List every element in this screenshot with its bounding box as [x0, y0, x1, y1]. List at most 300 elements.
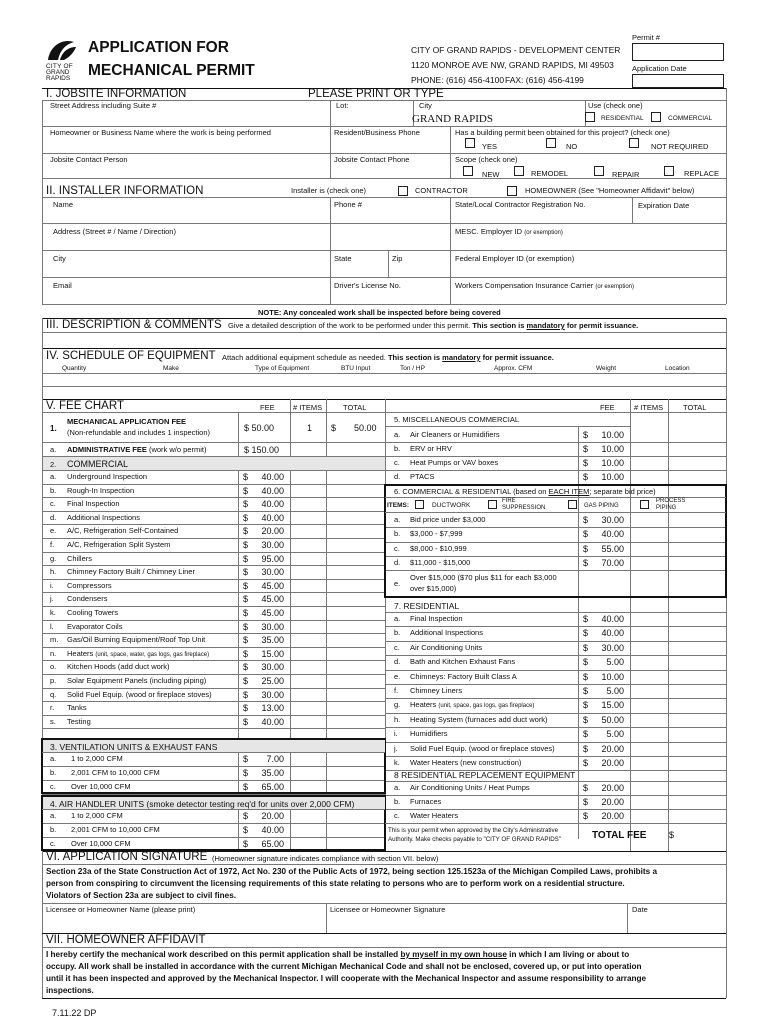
expiration-label: Expiration Date — [638, 201, 690, 210]
commercial-row-4-items-field[interactable] — [300, 525, 330, 537]
misc-row-1-items-field[interactable] — [640, 443, 670, 455]
installer-state-field[interactable] — [334, 264, 384, 276]
commercial-row-16-label — [67, 691, 212, 699]
misc-row-0-dollar: $ — [583, 430, 589, 440]
permit-not-required-checkbox[interactable] — [629, 138, 639, 148]
res-row-5-letter: f. — [394, 686, 399, 695]
application-date-field[interactable] — [632, 74, 724, 88]
schedule-row-1[interactable] — [46, 374, 722, 385]
installer-name-field[interactable] — [46, 210, 326, 222]
cr-row-3-text: $11,000 - $15,000 — [410, 557, 471, 567]
air-row-1-letter: b. — [50, 825, 57, 834]
commercial-row-11-items-field[interactable] — [300, 621, 330, 633]
air-row-2-text: Over 10,000 CFM — [71, 839, 131, 848]
scope-replace-label: REPLACE — [684, 169, 720, 178]
scope-remodel-checkbox[interactable] — [514, 166, 524, 176]
permit-yes-label: YES — [482, 142, 498, 151]
res-row-3-dollar: $ — [583, 657, 589, 668]
items-label: ITEMS: — [387, 502, 410, 509]
installer-state-label: State — [334, 254, 352, 263]
total-fee-label: TOTAL FEE — [592, 830, 647, 841]
cr-row-1-letter: b. — [394, 529, 401, 539]
repl-row-2-letter: c. — [394, 811, 400, 820]
vent-row-0-dollar: $ — [243, 754, 249, 764]
misc-row-2-dollar: $ — [583, 458, 589, 468]
commercial-row-2-label — [67, 500, 120, 508]
commercial-row-18-items-field[interactable] — [300, 716, 330, 728]
commercial-row-14-fee: 30.00 — [261, 662, 284, 673]
commercial-row-10-items-field[interactable] — [300, 607, 330, 619]
misc-row-2-fee: 10.00 — [601, 458, 624, 468]
license-field[interactable] — [334, 291, 446, 303]
fed-label: Federal Employer ID — [455, 254, 524, 263]
commercial-row-14-text: Kitchen Hoods (add duct work) — [67, 662, 170, 672]
res-row-8-dollar: $ — [583, 729, 589, 740]
cr-row-2-dollar: $ — [583, 543, 589, 554]
commercial-row-9-letter: j. — [50, 594, 54, 604]
installer-zip-field[interactable] — [392, 264, 446, 276]
res-row-6-text: Heaters — [410, 700, 437, 710]
affidavit-line-2: occupy. All work shall be installed in accordance with the current Michigan Mechanical Code and shall not be enclosed, covered up, or put into operation — [46, 962, 642, 971]
expiration-field[interactable] — [636, 211, 722, 222]
cr-row-3-letter: d. — [394, 557, 401, 567]
commercial-row-9-dollar: $ — [243, 594, 249, 605]
fed-field[interactable] — [454, 264, 722, 276]
logo-text-2: GRAND — [46, 69, 70, 76]
fee-header-total-right: TOTAL — [683, 403, 707, 412]
repl-row-2-items-field[interactable] — [640, 810, 670, 822]
commercial-row-10-fee: 45.00 — [261, 608, 284, 618]
commercial-row-0-items-field[interactable] — [300, 471, 330, 483]
fee-admin-sub: (work w/o permit) — [148, 445, 207, 454]
contact-person-field[interactable] — [46, 165, 326, 177]
owner-label: Homeowner or Business Name where the work is being performed — [50, 128, 271, 137]
air-row-2-letter: c. — [50, 839, 56, 848]
cr-row-1-fee: 40.00 — [601, 529, 624, 540]
vent-row-2-letter: c. — [50, 782, 56, 791]
installer-name-label: Name — [53, 200, 74, 209]
res-row-3-items-field[interactable] — [640, 656, 670, 668]
permit-no-checkbox[interactable] — [546, 138, 556, 148]
res-row-2-text: Air Conditioning Units — [410, 642, 483, 652]
residential-label: RESIDENTIAL — [601, 115, 644, 122]
commercial-row-4-letter: e. — [50, 526, 57, 536]
wc-field[interactable] — [454, 291, 722, 303]
signature-sub: (Homeowner signature indicates compliance with section VII. below) — [212, 854, 439, 863]
res-row-6-fee: 15.00 — [601, 700, 624, 711]
commercial-row-9-label — [67, 595, 107, 603]
commercial-row-15-fee: 25.00 — [261, 676, 284, 686]
vent-row-1-dollar: $ — [243, 768, 249, 778]
res-row-2-dollar: $ — [583, 642, 589, 653]
fee-title: V. FEE CHART — [46, 400, 124, 412]
scope-replace-checkbox[interactable] — [664, 166, 674, 176]
res-row-9-dollar: $ — [583, 743, 589, 754]
city-value: GRAND RAPIDS — [412, 113, 493, 125]
installer-city-field[interactable] — [46, 264, 326, 276]
res-row-1-letter: b. — [394, 628, 401, 638]
commercial-row-2-dollar: $ — [243, 499, 249, 510]
res-row-8-items-field[interactable] — [640, 728, 670, 740]
commercial-row-9-text: Condensers — [67, 594, 108, 604]
residential-checkbox[interactable] — [585, 112, 595, 122]
jobsite-title: I. JOBSITE INFORMATION — [46, 88, 187, 100]
commercial-row-11-label — [67, 623, 122, 631]
license-label: Driver's License No. — [334, 281, 401, 290]
commercial-row-3-letter: d. — [50, 512, 57, 522]
fee-header-fee-right: FEE — [600, 403, 615, 412]
repl-row-0-label — [410, 784, 530, 792]
commercial-row-13-items-field[interactable] — [300, 648, 330, 660]
repl-row-2-fee: 20.00 — [601, 811, 624, 821]
commercial-row-8-label — [67, 582, 112, 590]
fee-header-total: TOTAL — [343, 403, 367, 412]
commercial-row-6-text: Chillers — [67, 553, 93, 563]
res-row-1-label — [410, 629, 483, 637]
fire-checkbox[interactable] — [488, 500, 497, 509]
installer-address-label: Address (Street # / Name / Direction) — [53, 227, 176, 236]
vent-row-0-text: 1 to 2,000 CFM — [71, 754, 123, 763]
gas-checkbox[interactable] — [568, 500, 577, 509]
vent-row-1-letter: b. — [50, 768, 57, 777]
appdate-label: Application Date — [632, 64, 687, 73]
commercial-row-8-letter: i. — [50, 580, 54, 590]
cr-row-2-letter: c. — [394, 543, 400, 553]
res-row-10-letter: k. — [394, 758, 400, 767]
schedule-col-btu: BTU Input — [341, 365, 371, 372]
lot-field[interactable] — [334, 111, 409, 124]
resident-phone-field[interactable] — [334, 138, 446, 151]
commercial-row-0-letter: a. — [50, 472, 57, 481]
commercial-row-11-dollar: $ — [243, 621, 249, 632]
fee-cr-e-letter: e. — [394, 579, 401, 588]
commercial-row-15-items-field[interactable] — [300, 675, 330, 687]
street-address-field[interactable] — [46, 111, 326, 124]
res-row-8-letter: i. — [394, 729, 398, 739]
res-row-0-text: Final Inspection — [410, 614, 463, 623]
fee-app-total-sign: $ — [331, 423, 337, 433]
notice-line-2: Authority. Make checks payable to "CITY OF GRAND RAPIDS" — [388, 836, 562, 843]
commercial-row-0-label — [67, 473, 147, 481]
repl-row-1-items-field[interactable] — [640, 796, 670, 808]
email-field[interactable] — [46, 291, 326, 303]
commercial-row-9-items-field[interactable] — [300, 593, 330, 605]
res-row-9-items-field[interactable] — [640, 743, 670, 755]
commercial-row-11-fee: 30.00 — [261, 621, 284, 632]
affidavit-l1-u: by myself in my own house — [400, 950, 507, 959]
ductwork-checkbox[interactable] — [415, 500, 424, 509]
res-row-4-label — [410, 673, 517, 681]
res-row-10-text: Water Heaters (new construction) — [410, 758, 522, 767]
commercial-row-7-text: Chimney Factory Built / Chimney Liner — [67, 567, 195, 577]
res-row-7-text: Heating System (furnaces add duct work) — [410, 714, 548, 724]
mesc-field[interactable] — [454, 237, 722, 249]
misc-row-0-letter: a. — [394, 430, 401, 439]
commercial-row-15-label — [67, 677, 206, 685]
contractor-label: CONTRACTOR — [415, 186, 468, 195]
process-checkbox[interactable] — [640, 500, 649, 509]
fee-cr-e-1: Over $15,000 ($70 plus $11 for each $3,000 — [410, 573, 557, 582]
schedule-row-2[interactable] — [46, 387, 722, 398]
res-row-5-fee: 5.00 — [606, 686, 624, 696]
footer-version: 7.11.22 DP — [52, 1008, 97, 1018]
misc-row-3-letter: d. — [394, 472, 401, 481]
description-mandatory-pre: This section is — [472, 321, 527, 330]
misc-row-1-label — [410, 445, 452, 453]
vent-row-0-letter: a. — [50, 754, 57, 763]
res-row-2-label — [410, 644, 482, 652]
res-row-5-items-field[interactable] — [640, 685, 670, 697]
total-fee-dollar: $ — [669, 830, 675, 840]
commercial-row-8-text: Compressors — [67, 580, 112, 590]
misc-row-0-fee: 10.00 — [601, 430, 624, 440]
cr-row-0-dollar: $ — [583, 515, 589, 525]
repl-row-1-label — [410, 798, 441, 806]
res-row-7-letter: h. — [394, 714, 401, 724]
permit-label: Permit # — [632, 33, 660, 42]
res-row-9-fee: 20.00 — [601, 743, 624, 754]
misc-row-2-items-field[interactable] — [640, 457, 670, 469]
res-row-0-items-field[interactable] — [640, 613, 670, 625]
fee-cr-sub-u: EACH ITEM — [548, 487, 590, 496]
lot-label: Lot: — [336, 101, 349, 110]
installer-is-label: Installer is (check one) — [291, 186, 367, 195]
res-row-2-items-field[interactable] — [640, 642, 670, 654]
commercial-row-12-label — [67, 636, 205, 644]
misc-row-2-label — [410, 459, 498, 467]
commercial-row-1-letter: b. — [50, 485, 57, 495]
notice-line-1: This is your permit when approved by the City's Administrative — [388, 827, 559, 834]
installer-zip-label: Zip — [392, 254, 403, 263]
air-row-0-fee: 20.00 — [261, 811, 284, 821]
commercial-row-18-letter: s. — [50, 716, 56, 726]
res-row-8-label — [410, 730, 448, 738]
fire-label-2: SUPPRESSION — [502, 505, 546, 511]
fee-header-fee: FEE — [260, 403, 275, 412]
commercial-row-8-dollar: $ — [243, 580, 249, 591]
res-row-10-items-field[interactable] — [640, 757, 670, 769]
commercial-row-5-fee: 30.00 — [261, 540, 284, 550]
repl-row-0-items-field[interactable] — [640, 782, 670, 794]
commercial-row-18-text: Testing — [67, 716, 91, 726]
description-text: Give a detailed description of the work to be performed under this permit. — [228, 321, 471, 330]
fee-header-items-right: # ITEMS — [634, 403, 664, 412]
misc-row-0-items-field[interactable] — [640, 429, 670, 441]
fee-cr-sub-post: ; separate bid price) — [589, 487, 656, 496]
signature-date-field[interactable] — [631, 915, 723, 931]
res-row-8-text: Humidifiers — [410, 729, 448, 739]
res-row-7-items-field[interactable] — [640, 714, 670, 726]
permit-yes-checkbox[interactable] — [465, 138, 475, 148]
misc-row-1-text: ERV or HRV — [410, 444, 452, 453]
installer-phone-field[interactable] — [334, 210, 446, 222]
contact-phone-field[interactable] — [334, 165, 446, 177]
signature-name-field[interactable] — [46, 915, 322, 931]
air-row-0-text: 1 to 2,000 CFM — [71, 811, 123, 820]
installer-address-field[interactable] — [46, 237, 446, 249]
res-phone-label: Resident/Business Phone — [334, 128, 420, 137]
org-fax: FAX: (616) 456-4199 — [505, 75, 584, 85]
air-row-1-dollar: $ — [243, 825, 249, 835]
schedule-col-ton: Ton / HP — [400, 365, 425, 372]
cr-row-1-text: $3,000 - $7,999 — [410, 529, 463, 539]
commercial-row-7-items-field[interactable] — [300, 566, 330, 578]
fee-app-num: 1. — [50, 424, 57, 433]
commercial-row-14-items-field[interactable] — [300, 661, 330, 673]
email-label: Email — [53, 281, 72, 290]
fee-admin-letter: a. — [50, 445, 57, 454]
misc-row-3-fee: 10.00 — [601, 472, 624, 482]
title-line-2: MECHANICAL PERMIT — [88, 62, 255, 79]
fee-commercial-num: 2. — [50, 460, 57, 469]
org-address: 1120 MONROE AVE NW, GRAND RAPIDS, MI 49503 — [411, 60, 614, 70]
fee-cr-sub-pre: (based on — [513, 487, 549, 496]
commercial-row-10-letter: k. — [50, 608, 56, 617]
commercial-row-12-dollar: $ — [243, 635, 249, 646]
concealed-note: NOTE: Any concealed work shall be inspected before being covered — [258, 308, 501, 317]
commercial-row-3-items-field[interactable] — [300, 512, 330, 524]
commercial-row-12-items-field[interactable] — [300, 634, 330, 646]
commercial-row-12-text: Gas/Oil Burning Equipment/Roof Top Unit — [67, 635, 206, 645]
commercial-row-16-fee: 30.00 — [261, 689, 284, 700]
commercial-row-6-letter: g. — [50, 553, 57, 563]
fee-cr-e-2: over $15,000) — [410, 584, 457, 593]
registration-field[interactable] — [454, 210, 628, 222]
commercial-row-8-items-field[interactable] — [300, 580, 330, 592]
repl-row-1-fee: 20.00 — [601, 797, 624, 807]
permit-question: Has a building permit been obtained for this project? (check one) — [455, 128, 670, 137]
logo-text-3: RAPIDS — [46, 75, 71, 82]
total-fee-field[interactable] — [680, 826, 724, 848]
res-row-10-dollar: $ — [583, 758, 589, 768]
commercial-row-16-text: Solid Fuel Equip. (wood or fireplace stoves) — [67, 689, 212, 699]
schedule-col-cfm: Approx. CFM — [494, 365, 533, 372]
res-row-6-items-field[interactable] — [640, 699, 670, 711]
commercial-row-18-label — [67, 718, 91, 726]
homeowner-label: HOMEOWNER (See "Homeowner Affidavit" below) — [525, 186, 695, 195]
res-row-6-dollar: $ — [583, 700, 589, 711]
commercial-row-16-letter: q. — [50, 689, 57, 699]
contractor-checkbox[interactable] — [398, 186, 408, 196]
print-note: PLEASE PRINT OR TYPE — [308, 88, 444, 100]
logo-text-1: CITY OF — [46, 63, 73, 70]
fee-air-sub: (smoke detector testing req'd for units over 2,000 CFM) — [146, 799, 355, 809]
res-row-4-dollar: $ — [583, 671, 589, 682]
air-row-0-dollar: $ — [243, 811, 249, 821]
fee-commercial-title: COMMERCIAL — [67, 459, 129, 469]
commercial-row-3-dollar: $ — [243, 512, 249, 523]
commercial-row-2-items-field[interactable] — [300, 498, 330, 510]
description-field[interactable] — [46, 334, 722, 347]
schedule-mandatory-word: mandatory — [442, 353, 481, 362]
fee-res-title: 7. RESIDENTIAL — [394, 601, 460, 611]
misc-row-1-letter: b. — [394, 444, 401, 453]
commercial-row-18-dollar: $ — [243, 716, 249, 727]
air-row-2-dollar: $ — [243, 839, 249, 849]
schedule-text: Attach additional equipment schedule as needed. — [222, 353, 386, 362]
res-row-1-fee: 40.00 — [601, 628, 624, 639]
schedule-mandatory-post: for permit issuance. — [480, 353, 554, 362]
misc-row-3-dollar: $ — [583, 472, 589, 482]
repl-row-0-fee: 20.00 — [601, 783, 624, 793]
fee-app-fee: $ 50.00 — [244, 423, 275, 433]
commercial-row-2-letter: c. — [50, 499, 56, 509]
res-row-9-letter: j. — [394, 743, 398, 753]
schedule-col-type: Type of Equipment — [255, 365, 310, 372]
signature-field[interactable] — [330, 915, 623, 931]
commercial-checkbox[interactable] — [651, 112, 661, 122]
misc-row-3-label — [410, 473, 434, 481]
scope-repair-checkbox[interactable] — [594, 166, 604, 176]
commercial-row-6-items-field[interactable] — [300, 553, 330, 565]
mesc-note: (or exemption) — [524, 230, 563, 236]
res-row-9-text: Solid Fuel Equip. (wood or fireplace stoves) — [410, 743, 555, 753]
permit-number-field[interactable] — [632, 43, 724, 61]
commercial-row-5-items-field[interactable] — [300, 539, 330, 551]
permit-no-label: NO — [566, 142, 578, 151]
res-row-7-dollar: $ — [583, 714, 589, 725]
commercial-row-5-text: A/C, Refrigeration Split System — [67, 540, 171, 549]
misc-row-0-label — [410, 431, 500, 439]
res-row-0-label — [410, 615, 463, 623]
commercial-row-15-letter: p. — [50, 676, 57, 685]
cr-row-0-letter: a. — [394, 515, 401, 524]
vent-row-1-fee: 35.00 — [261, 768, 284, 778]
res-row-1-items-field[interactable] — [640, 627, 670, 639]
cr-row-1-dollar: $ — [583, 529, 589, 540]
commercial-row-7-dollar: $ — [243, 567, 249, 578]
fee-air-title: 4. AIR HANDLER UNITS — [50, 799, 144, 809]
affidavit-line-3: until it has been inspected and approved by the Mechanical Inspector. I will cooperate with the Mechanical Inspector and assume responsibility to arrange — [46, 974, 647, 983]
res-row-3-text: Bath and Kitchen Exhaust Fans — [410, 657, 516, 667]
scope-repair-label: REPAIR — [612, 170, 640, 179]
vent-row-2-dollar: $ — [243, 782, 249, 792]
res-row-5-text: Chimney Liners — [410, 686, 463, 695]
commercial-row-13-letter: n. — [50, 648, 57, 658]
owner-name-field[interactable] — [46, 138, 326, 151]
commercial-row-17-text: Tanks — [67, 703, 87, 713]
title-line-1: APPLICATION FOR — [88, 39, 229, 56]
signature-sig-label: Licensee or Homeowner Signature — [330, 905, 446, 914]
commercial-row-11-letter: l. — [50, 621, 54, 631]
mesc-label: MESC. Employer ID — [455, 227, 523, 236]
commercial-row-1-items-field[interactable] — [300, 485, 330, 497]
res-row-4-items-field[interactable] — [640, 671, 670, 683]
use-label: Use (check one) — [588, 101, 643, 110]
signature-title: VI. APPLICATION SIGNATURE — [46, 851, 208, 863]
misc-row-3-items-field[interactable] — [640, 471, 670, 483]
commercial-row-4-label — [67, 527, 178, 535]
commercial-row-8-fee: 45.00 — [261, 580, 284, 591]
scope-new-checkbox[interactable] — [463, 166, 473, 176]
commercial-label: COMMERCIAL — [668, 115, 713, 122]
commercial-row-2-fee: 40.00 — [261, 499, 284, 510]
schedule-col-weight: Weight — [596, 365, 617, 372]
homeowner-checkbox[interactable] — [507, 186, 517, 196]
commercial-row-16-items-field[interactable] — [300, 689, 330, 701]
commercial-row-14-dollar: $ — [243, 662, 249, 673]
res-row-6-letter: g. — [394, 700, 401, 710]
res-row-0-fee: 40.00 — [601, 614, 624, 624]
res-row-8-fee: 5.00 — [606, 729, 624, 740]
commercial-row-5-dollar: $ — [243, 540, 249, 550]
gas-label: GAS PIPING — [584, 503, 619, 509]
commercial-row-17-items-field[interactable] — [300, 702, 330, 714]
scope-label: Scope (check one) — [455, 155, 518, 164]
affidavit-l1-post: in which I am living or about to — [506, 950, 630, 959]
commercial-row-14-label — [67, 663, 170, 671]
res-row-0-letter: a. — [394, 614, 401, 623]
